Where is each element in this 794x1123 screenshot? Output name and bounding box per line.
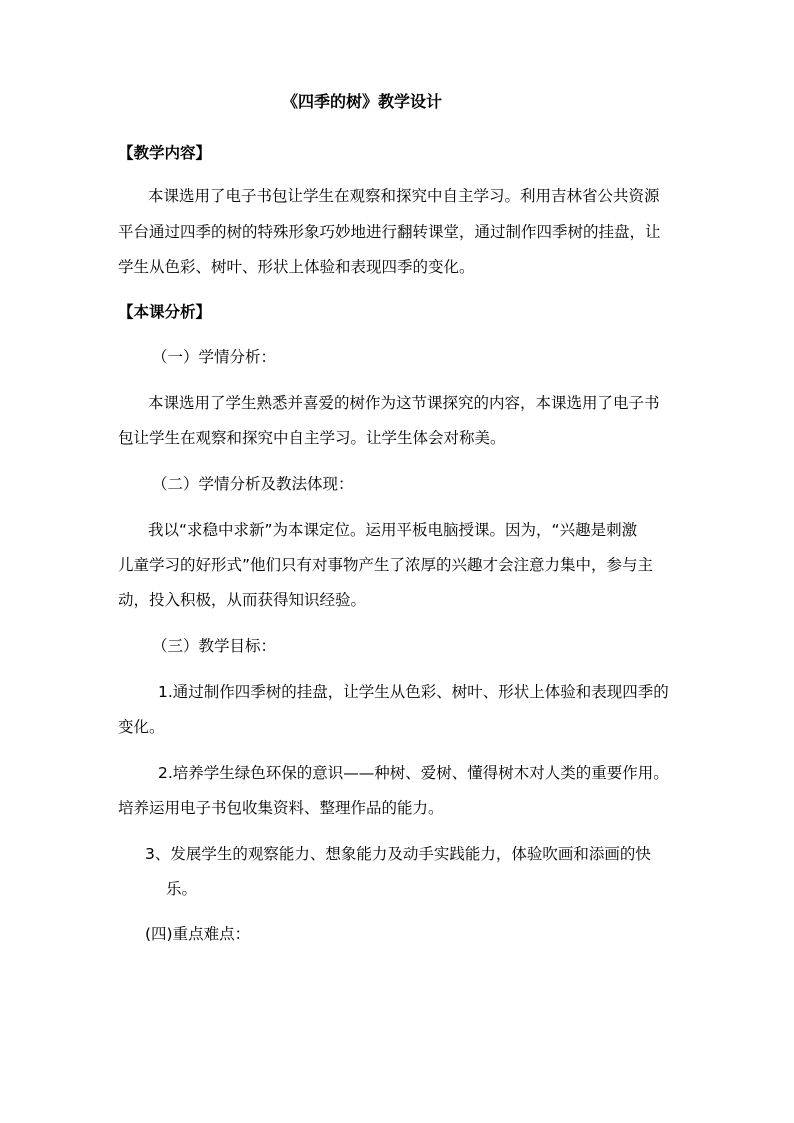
goal-line: 乐。 (166, 880, 198, 898)
subsection-title: (四)重点难点： (145, 925, 251, 943)
goal-line: 1.通过制作四季树的挂盘，让学生从色彩、树叶、形状上体验和表现四季的 (158, 683, 669, 701)
goal-line: 3、发展学生的观察能力、想象能力及动手实践能力，体验吹画和添画的快 (145, 845, 651, 863)
section-heading-content: 【教学内容】 (118, 144, 212, 162)
paragraph-line: 学生从色彩、树叶、形状上体验和表现四季的变化。 (118, 258, 475, 276)
paragraph-line: 平台通过四季的树的特殊形象巧妙地进行翻转课堂，通过制作四季树的挂盘，让 (118, 223, 661, 241)
subsection-title: （三）教学目标： (152, 637, 277, 655)
paragraph-line: 包让学生在观察和探究中自主学习。让学生体会对称美。 (118, 429, 506, 447)
document-title: 《四季的树》教学设计 (282, 92, 443, 111)
paragraph-line: 本课选用了电子书包让学生在观察和探究中自主学习。利用吉林省公共资源 (148, 187, 660, 205)
paragraph-line: 本课选用了学生熟悉并喜爱的树作为这节课探究的内容，本课选用了电子书 (148, 394, 660, 412)
goal-line: 2.培养学生绿色环保的意识——种树、爱树、懂得树木对人类的重要作用。 (158, 764, 669, 782)
goal-line: 变化。 (118, 718, 165, 736)
subsection-title: （二）学情分析及教法体现： (152, 475, 354, 493)
paragraph-line: 动，投入积极，从而获得知识经验。 (118, 591, 367, 609)
section-heading-analysis: 【本课分析】 (118, 303, 212, 321)
subsection-title: （一）学情分析： (152, 348, 277, 366)
paragraph-line: 我以“求稳中求新”为本课定位。运用平板电脑授课。因为，“兴趣是刺激 (148, 521, 638, 539)
goal-line: 培养运用电子书包收集资料、整理作品的能力。 (118, 799, 444, 817)
paragraph-line: 儿童学习的好形式”他们只有对事物产生了浓厚的兴趣才会注意力集中，参与主 (118, 556, 654, 574)
